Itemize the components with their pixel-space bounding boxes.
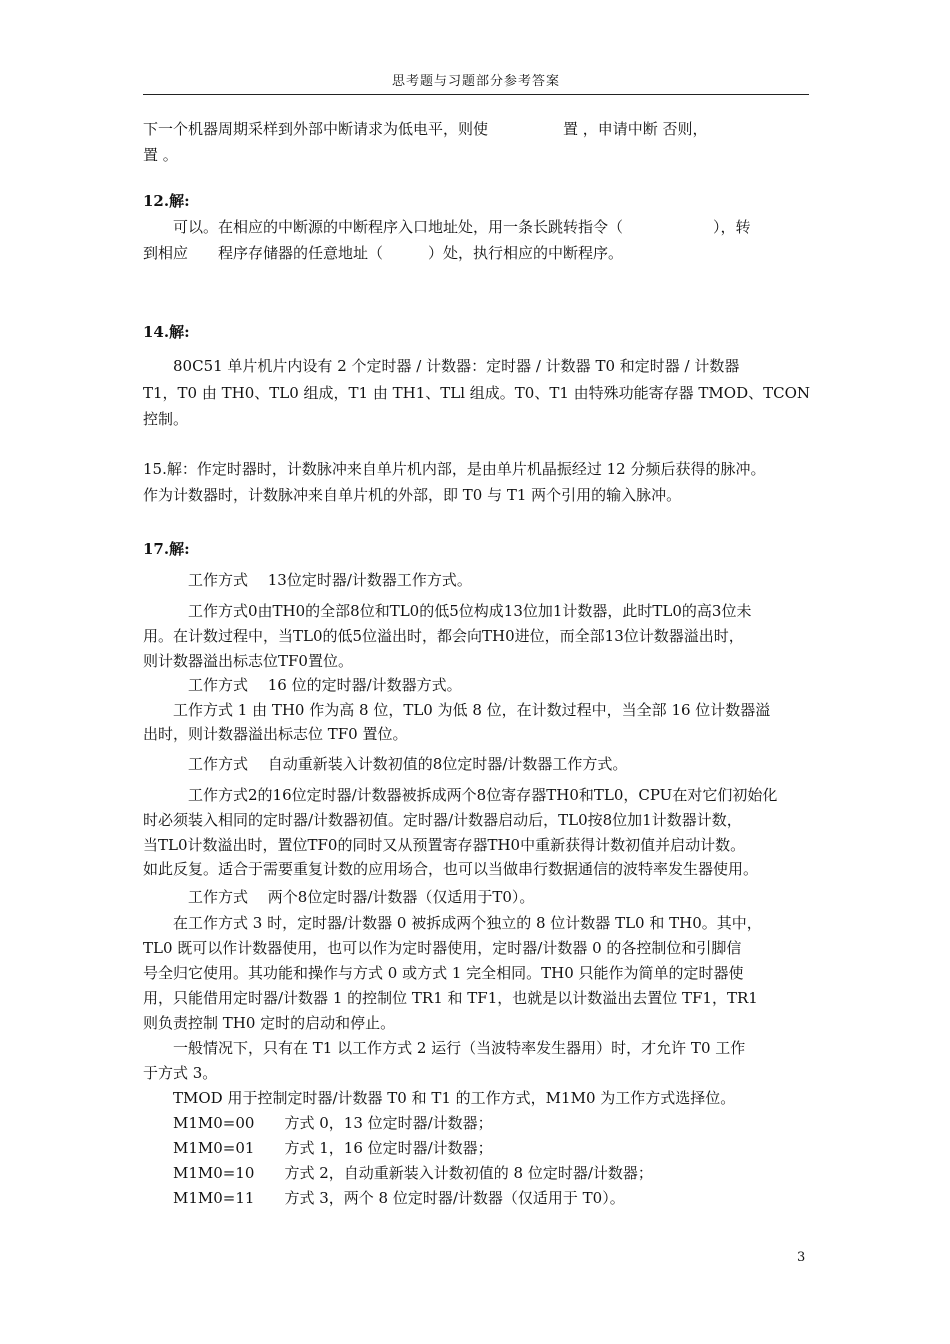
text-line: 控制。 xyxy=(143,410,189,428)
text-line: T1，T0 由 TH0、TL0 组成，T1 由 TH1、TLl 组成。T0、T1 由特殊功能寄存器 TMOD、TCON xyxy=(143,384,811,402)
text-line: 工作方式0由TH0的全部8位和TL0的低5位构成13位加1计数器，此时TL0的高3位未 xyxy=(143,602,752,620)
text-line: 时必须装入相同的定时器/计数器初值。定时器/计数器启动后，TL0按8位加1计数器计数， xyxy=(143,811,742,829)
text-line: 作为计数器时，计数脉冲来自单片机的外部，即 T0 与 T1 两个引用的输入脉冲。 xyxy=(143,486,682,504)
text-line: 一般情况下，只有在 T1 以工作方式 2 运行（当波特率发生器用）时，才允许 T0 工作 xyxy=(143,1039,746,1057)
section-heading-12: 12.解: xyxy=(143,192,190,210)
text-line: 出时，则计数器溢出标志位 TF0 置位。 xyxy=(143,725,408,743)
text-line: 在工作方式 3 时，定时器/计数器 0 被拆成两个独立的 8 位计数器 TL0 和 TH0。其中， xyxy=(143,914,762,932)
text-line: M1M0=01 方式 1，16 位定时器/计数器； xyxy=(143,1139,493,1157)
text-line: 15.解：作定时器时，计数脉冲来自单片机内部，是由单片机晶振经过 12 分频后获得的脉冲。 xyxy=(143,460,766,478)
text-line: 下一个机器周期采样到外部中断请求为低电平，则使 置 ，申请中断 否则， xyxy=(143,120,708,138)
text-line: 号全归它使用。其功能和操作与方式 0 或方式 1 完全相同。TH0 只能作为简单的定时器使 xyxy=(143,964,744,982)
text-line: 用。在计数过程中，当TL0的低5位溢出时，都会向TH0进位，而全部13位计数器溢出时， xyxy=(143,627,744,645)
text-line: 工作方式 自动重新装入计数初值的8位定时器/计数器工作方式。 xyxy=(143,755,628,773)
text-line: 于方式 3。 xyxy=(143,1064,218,1082)
text-line: 工作方式 16 位的定时器/计数器方式。 xyxy=(143,676,462,694)
section-heading-14: 14.解: xyxy=(143,323,190,341)
text-line: 则计数器溢出标志位TF0置位。 xyxy=(143,652,353,670)
text-line: 80C51 单片机片内设有 2 个定时器 / 计数器：定时器 / 计数器 T0 和定时器 / 计数器 xyxy=(143,357,740,375)
text-line: 当TL0计数溢出时，置位TF0的同时又从预置寄存器TH0中重新获得计数初值并启动计数。 xyxy=(143,836,746,854)
text-line: 置 。 xyxy=(143,146,178,164)
text-line: M1M0=11 方式 3，两个 8 位定时器/计数器（仅适用于 T0）。 xyxy=(143,1189,625,1207)
text-line: M1M0=10 方式 2，自动重新装入计数初值的 8 位定时器/计数器； xyxy=(143,1164,653,1182)
page-header-title: 思考题与习题部分参考答案 xyxy=(143,70,809,95)
text-line: 工作方式 两个8位定时器/计数器（仅适用于T0）。 xyxy=(143,888,535,906)
text-line: 用，只能借用定时器/计数器 1 的控制位 TR1 和 TF1，也就是以计数溢出去置位 TF1，TR1 xyxy=(143,989,758,1007)
text-line: 则负责控制 TH0 定时的启动和停止。 xyxy=(143,1014,396,1032)
text-line: 到相应 程序存储器的任意地址（ ）处，执行相应的中断程序。 xyxy=(143,244,624,262)
text-line: 如此反复。适合于需要重复计数的应用场合，也可以当做串行数据通信的波特率发生器使用。 xyxy=(143,860,759,878)
section-heading-17: 17.解: xyxy=(143,540,190,558)
text-line: TL0 既可以作计数器使用，也可以作为定时器使用，定时器/计数器 0 的各控制位和引脚信 xyxy=(143,939,742,957)
text-line: M1M0=00 方式 0，13 位定时器/计数器； xyxy=(143,1114,493,1132)
text-line: TMOD 用于控制定时器/计数器 T0 和 T1 的工作方式，M1M0 为工作方式选择位。 xyxy=(143,1089,736,1107)
text-line: 可以。在相应的中断源的中断程序入口地址处，用一条长跳转指令（ ），转 xyxy=(143,218,751,236)
text-line: 工作方式 1 由 TH0 作为高 8 位，TL0 为低 8 位，在计数过程中，当全部 16 位计数器溢 xyxy=(143,701,771,719)
text-line: 工作方式2的16位定时器/计数器被拆成两个8位寄存器TH0和TL0，CPU在对它们初始化 xyxy=(143,786,778,804)
text-line: 工作方式 13位定时器/计数器工作方式。 xyxy=(143,571,472,589)
page-number: 3 xyxy=(797,1250,806,1265)
